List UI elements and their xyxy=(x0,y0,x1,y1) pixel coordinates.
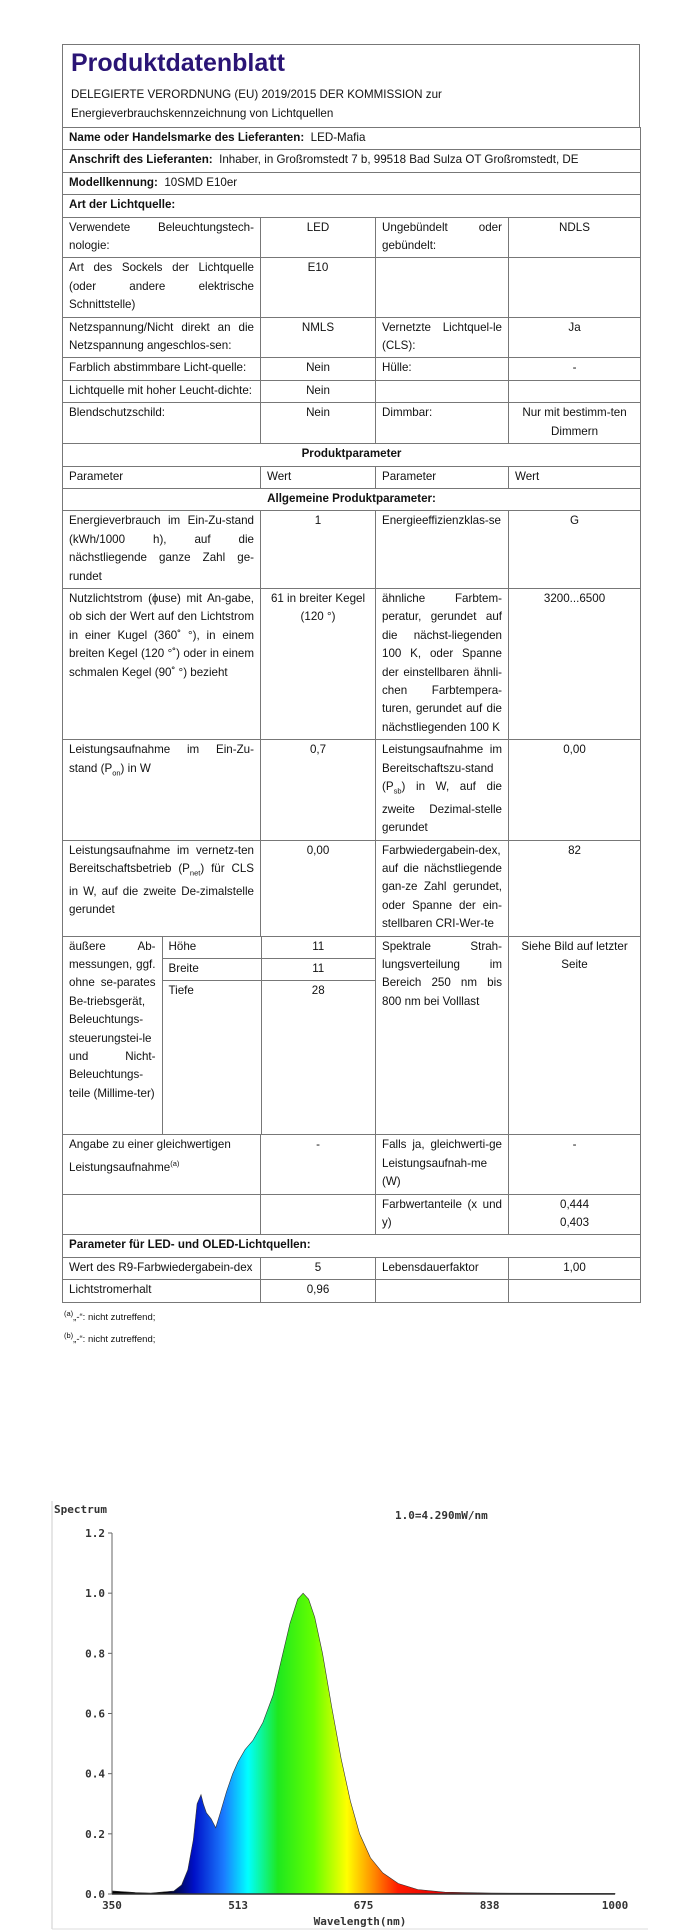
table-row xyxy=(63,1280,641,1302)
dim-value: 11 xyxy=(261,937,375,959)
empty-cell xyxy=(63,1194,261,1235)
dim-name: Breite xyxy=(162,958,261,980)
value-cell: 1 xyxy=(261,511,376,589)
chroma-x: 0,444 xyxy=(560,1197,590,1211)
footnote-mark: (b) xyxy=(64,1330,74,1340)
x-tick-label: 350 xyxy=(102,1898,122,1912)
value-cell: 0,96 xyxy=(261,1280,376,1302)
table-row xyxy=(63,511,641,589)
table-row xyxy=(63,740,641,840)
subscript: net xyxy=(189,868,201,878)
y-tick-label: 0.8 xyxy=(85,1647,105,1661)
x-tick-label: 675 xyxy=(353,1898,374,1912)
y-tick-label: 1.2 xyxy=(85,1526,105,1540)
param-cell: Lichtquelle mit hoher Leucht-dichte: xyxy=(63,380,261,402)
table-row xyxy=(63,217,641,258)
chart-axes xyxy=(85,1527,628,1912)
dim-value: 11 xyxy=(261,958,375,980)
product-datasheet xyxy=(62,44,640,1349)
supplier-address-row xyxy=(63,150,641,172)
model-row xyxy=(63,172,641,194)
subscript: on xyxy=(112,767,121,777)
empty-cell xyxy=(509,1280,641,1302)
footnote-text: „-“: nicht zutreffend; xyxy=(73,1311,156,1323)
value-cell: 1,00 xyxy=(509,1257,641,1279)
dimensions-cell xyxy=(63,936,376,1135)
empty-cell xyxy=(261,1194,376,1235)
param-cell: Lebensdauerfaktor xyxy=(376,1257,509,1279)
column-header: Wert xyxy=(261,466,376,488)
param-cell: Farbwiedergabein-dex, auf die nächstliegende gan-ze Zahl gerundet, oder Spanne der ein-stellbaren CRI-Wer-te xyxy=(376,840,509,936)
param-cell: Verwendete Beleuchtungstech-nologie: xyxy=(63,217,261,258)
footnote xyxy=(64,1305,640,1327)
value-cell: - xyxy=(509,1135,641,1194)
text: Leistungsaufnahme im Ein-Zu-stand (P xyxy=(69,743,254,775)
param-cell: Wert des R9-Farbwiedergabein-dex xyxy=(63,1257,261,1279)
value-cell: G xyxy=(509,511,641,589)
subscript: sb xyxy=(393,786,402,796)
text: Leistungsaufnahme im Bereitschaftszu-stand (P xyxy=(382,743,502,793)
y-tick-label: 1.0 xyxy=(85,1587,105,1601)
spectrum-area xyxy=(112,1593,615,1894)
section-heading-row xyxy=(63,195,641,217)
chroma-y: 0,403 xyxy=(560,1216,590,1229)
param-cell: Hülle: xyxy=(376,358,509,380)
value-cell: 0,00 xyxy=(509,740,641,840)
param-cell xyxy=(63,840,261,936)
value-cell: 82 xyxy=(509,840,641,936)
value-cell xyxy=(509,380,641,402)
section-heading: Allgemeine Produktparameter: xyxy=(267,491,436,505)
y-tick-label: 0.2 xyxy=(85,1827,105,1841)
param-cell: Falls ja, gleichwerti-ge Leistungsaufnah-me (W) xyxy=(376,1135,509,1194)
dim-name: Tiefe xyxy=(162,981,261,1135)
param-cell: Art des Sockels der Lichtquelle (oder andere elektrische Schnittstelle) xyxy=(63,258,261,317)
text: ) in W xyxy=(120,761,151,775)
value-cell: NMLS xyxy=(261,317,376,358)
dimensions-table xyxy=(63,937,375,1135)
footnote xyxy=(64,1327,640,1349)
value-cell: 0,7 xyxy=(261,740,376,840)
value-cell: E10 xyxy=(261,258,376,317)
y-tick-label: 0.4 xyxy=(85,1767,105,1781)
section-heading: Art der Lichtquelle: xyxy=(69,198,176,212)
value-cell: 3200...6500 xyxy=(509,588,641,739)
section-heading-row xyxy=(63,488,641,510)
label: Anschrift des Lieferanten: xyxy=(69,153,213,167)
section-heading: Parameter für LED- und OLED-Lichtquellen: xyxy=(69,1238,311,1252)
supplier-name: LED-Mafia xyxy=(310,131,366,144)
param-cell: Nutzlichtstrom (ɸuse) mit An-gabe, ob sich der Wert auf den Lichtstrom in einer Kugel (360˚ °), in einem breiten Kegel (120 °˚) oder in einem schmalen Kegel (90˚ °) bezieht xyxy=(63,588,261,739)
param-cell: Blendschutzschild: xyxy=(63,403,261,444)
param-cell: Farbwertanteile (x und y) xyxy=(376,1194,509,1235)
text: Angabe zu einer gleichwertigen Leistungsaufnahme xyxy=(69,1138,231,1174)
column-header: Parameter xyxy=(376,466,509,488)
value-cell: Nur mit bestimm-ten Dimmern xyxy=(509,403,641,444)
param-cell xyxy=(376,740,509,840)
section-heading: Produktparameter xyxy=(301,447,402,461)
x-tick-label: 513 xyxy=(228,1898,249,1912)
y-tick-label: 0.6 xyxy=(85,1707,105,1721)
param-cell: Energieeffizienzklas-se xyxy=(376,511,509,589)
table-row xyxy=(63,403,641,444)
value-cell xyxy=(509,1194,641,1235)
value-cell: NDLS xyxy=(509,217,641,258)
dimensions-label: äußere Ab-messungen, ggf. ohne se-parates Be-triebsgerät, Beleuchtungs-steuerungstei-le und Nicht-Beleuchtungs-teile (Millime-ter) xyxy=(63,937,162,1135)
value-cell xyxy=(509,258,641,317)
label: Modellkennung: xyxy=(69,175,158,189)
y-tick-label: 0.0 xyxy=(85,1887,105,1901)
param-cell: Energieverbrauch im Ein-Zu-stand (kWh/1000 h), auf die nächstliegende ganze Zahl ge-rundet xyxy=(63,511,261,589)
footnote-mark: (a) xyxy=(64,1308,74,1318)
dim-value: 28 xyxy=(261,981,375,1135)
table-row xyxy=(63,317,641,358)
empty-cell xyxy=(376,1280,509,1302)
datasheet-table xyxy=(62,127,641,1303)
regulation-line: Energieverbrauchskennzeichnung von Lichtquellen xyxy=(71,107,334,120)
column-header-row xyxy=(63,466,641,488)
footnote-mark: (a) xyxy=(170,1158,180,1168)
table-row xyxy=(63,258,641,317)
param-cell: ähnliche Farbtem-peratur, gerundet auf die nächst-liegenden 100 K, oder Spanne der einstellbaren ähnli-chen Farbtempera-turen, gerundet auf die nächstliegenden 100 K xyxy=(376,588,509,739)
table-row xyxy=(63,840,641,936)
value-cell: 5 xyxy=(261,1257,376,1279)
param-cell: Farblich abstimmbare Licht-quelle: xyxy=(63,358,261,380)
value-cell: Siehe Bild auf letzter Seite xyxy=(509,936,641,1135)
param-cell: Lichtstromerhalt xyxy=(63,1280,261,1302)
value-cell: Nein xyxy=(261,403,376,444)
chart-annotation: 1.0=4.290mW/nm xyxy=(395,1508,488,1522)
value-cell: Nein xyxy=(261,358,376,380)
x-axis-label: Wavelength(nm) xyxy=(313,1914,407,1928)
param-cell: Spektrale Strah-lungsverteilung im Bereich 250 nm bis 800 nm bei Volllast xyxy=(376,936,509,1135)
x-tick-label: 838 xyxy=(479,1898,500,1912)
value-cell: LED xyxy=(261,217,376,258)
page-title: Produktdatenblatt xyxy=(71,49,285,77)
table-row xyxy=(63,1194,641,1235)
param-cell xyxy=(376,258,509,317)
footnotes xyxy=(62,1305,640,1349)
param-cell: Ungebündelt oder gebündelt: xyxy=(376,217,509,258)
supplier-address: Inhaber, in Großromstedt 7 b, 99518 Bad Sulza OT Großromstedt, DE xyxy=(219,153,579,167)
table-row xyxy=(63,380,641,402)
x-tick-label: 1000 xyxy=(601,1898,629,1912)
text: ) für CLS in W, auf die zweite De-zimalstelle gerundet xyxy=(69,861,255,917)
table-row xyxy=(63,588,641,739)
dimensions-row xyxy=(63,936,641,1135)
value-cell: 0,00 xyxy=(261,840,376,936)
section-heading-row xyxy=(63,444,641,466)
param-cell: Dimmbar: xyxy=(376,403,509,444)
spectrum-chart xyxy=(50,1499,650,1931)
datasheet-header xyxy=(62,44,640,127)
regulation-line: DELEGIERTE VERORDNUNG (EU) 2019/2015 DER KOMMISSION zur xyxy=(71,88,442,101)
table-row xyxy=(63,1257,641,1279)
value-cell: Nein xyxy=(261,380,376,402)
dim-name: Höhe xyxy=(162,937,261,959)
model-id: 10SMD E10er xyxy=(164,175,238,189)
text: ) in W, auf die zweite Dezimal-stelle gerundet xyxy=(382,780,502,835)
text: Leistungsaufnahme im vernetz-ten Bereitschaftsbetrieb (P xyxy=(69,843,254,875)
table-row xyxy=(63,1135,641,1194)
chart-title: Spectrum xyxy=(54,1502,107,1516)
label: Name oder Handelsmarke des Lieferanten: xyxy=(69,131,305,144)
footnote-text: „-“: nicht zutreffend; xyxy=(73,1333,156,1345)
param-cell xyxy=(63,1135,261,1194)
value-cell: Ja xyxy=(509,317,641,358)
param-cell xyxy=(63,740,261,840)
value-cell: 61 in breiter Kegel (120 °) xyxy=(261,588,376,739)
supplier-name-row xyxy=(63,128,641,150)
value-cell: - xyxy=(509,358,641,380)
value-cell: - xyxy=(261,1135,376,1194)
param-cell: Vernetzte Lichtquel-le (CLS): xyxy=(376,317,509,358)
param-cell: Netzspannung/Nicht direkt an die Netzspannung angeschlos-sen: xyxy=(63,317,261,358)
param-cell xyxy=(376,380,509,402)
column-header: Wert xyxy=(509,466,641,488)
column-header: Parameter xyxy=(63,466,261,488)
section-heading-row xyxy=(63,1235,641,1257)
table-row xyxy=(63,358,641,380)
